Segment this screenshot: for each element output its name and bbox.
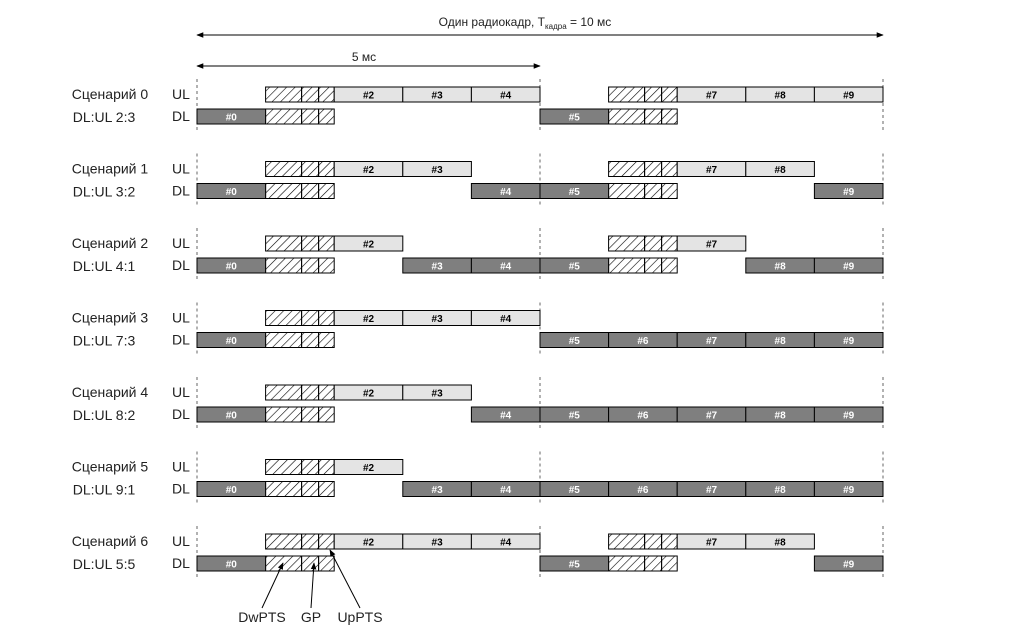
special-subframe-6-dl-dwpts bbox=[609, 109, 645, 124]
special-subframe-1-dl-uppts bbox=[319, 482, 335, 497]
special-subframe-1-ul-uppts bbox=[319, 236, 335, 251]
special-subframe-6-dl-uppts bbox=[662, 184, 678, 199]
special-subframe-1-dl-dwpts bbox=[266, 109, 302, 124]
ul-row-label: UL bbox=[172, 533, 190, 549]
special-subframe-1-ul-gp bbox=[302, 87, 319, 102]
dl-subframe-9-label: #9 bbox=[843, 485, 855, 496]
special-subframe-6-ul-dwpts bbox=[609, 162, 645, 177]
dl-subframe-7-label: #7 bbox=[705, 410, 718, 422]
ul-row-label: UL bbox=[172, 235, 190, 251]
scenario-row-1 bbox=[72, 154, 883, 205]
special-subframe-1-ul-dwpts bbox=[266, 385, 302, 400]
special-subframe-6-dl-dwpts bbox=[609, 258, 645, 273]
ul-subframe-2-label: #2 bbox=[362, 165, 375, 176]
scenario-ratio: DL:UL 7:3 bbox=[72, 332, 136, 349]
dl-subframe-5-label: #5 bbox=[568, 485, 580, 496]
ul-subframe-7-label: #7 bbox=[705, 90, 718, 102]
scenario-name: Сценарий 0 bbox=[71, 86, 149, 102]
scenario-name: Сценарий 3 bbox=[71, 309, 149, 326]
dl-subframe-5-label: #5 bbox=[568, 187, 580, 198]
scenario-name: Сценарий 2 bbox=[71, 235, 149, 251]
dl-subframe-4-label: #4 bbox=[500, 261, 512, 273]
scenario-name: Сценарий 4 bbox=[71, 384, 149, 400]
dl-subframe-3-label: #3 bbox=[431, 261, 443, 273]
scenario-row-2 bbox=[72, 228, 883, 279]
dl-subframe-8-label: #8 bbox=[774, 261, 786, 273]
ul-subframe-8-label: #8 bbox=[774, 537, 786, 549]
special-subframe-1-ul-dwpts bbox=[266, 534, 302, 549]
special-subframe-1-dl-gp bbox=[302, 407, 319, 422]
special-subframe-1-dl-uppts bbox=[319, 407, 335, 422]
dl-subframe-0-label: #0 bbox=[225, 410, 237, 422]
dl-subframe-0-label: #0 bbox=[225, 261, 237, 273]
special-subframe-1-ul-gp bbox=[302, 385, 319, 400]
special-subframe-6-dl-gp bbox=[645, 109, 662, 124]
special-subframe-1-ul-dwpts bbox=[266, 162, 302, 177]
ul-subframe-3-label: #3 bbox=[431, 314, 443, 325]
special-subframe-1-dl-dwpts bbox=[266, 258, 302, 273]
scenario-ratio: DL:UL 8:2 bbox=[72, 407, 136, 423]
scenario-ratio: DL:UL 5:5 bbox=[72, 556, 136, 572]
ul-row-label: UL bbox=[172, 309, 190, 326]
special-subframe-1-dl-uppts bbox=[319, 184, 335, 199]
special-subframe-1-ul-uppts bbox=[319, 460, 335, 475]
scenario-ratio: DL:UL 9:1 bbox=[72, 481, 136, 498]
ul-row-label: UL bbox=[172, 384, 190, 400]
dl-subframe-0-label: #0 bbox=[225, 112, 237, 124]
dl-subframe-4-label: #4 bbox=[500, 410, 512, 422]
special-subframe-6-ul-uppts bbox=[662, 236, 678, 251]
dl-subframe-6-label: #6 bbox=[637, 336, 649, 347]
scenario-row-6 bbox=[72, 526, 883, 577]
dl-subframe-8-label: #8 bbox=[774, 410, 786, 422]
dl-subframe-5-label: #5 bbox=[568, 336, 580, 347]
special-subframe-6-ul-dwpts bbox=[609, 236, 645, 251]
dl-row-label: DL bbox=[172, 406, 190, 422]
special-subframe-6-ul-uppts bbox=[662, 87, 678, 102]
gp-label: GP bbox=[300, 609, 322, 625]
special-subframe-1-ul-dwpts bbox=[266, 236, 302, 251]
ul-subframe-7-label: #7 bbox=[705, 239, 718, 251]
special-subframe-1-ul-dwpts bbox=[266, 460, 302, 475]
dl-subframe-3-label: #3 bbox=[431, 485, 443, 496]
ul-subframe-2-label: #2 bbox=[362, 388, 375, 400]
ul-subframe-4-label: #4 bbox=[500, 90, 512, 102]
dl-subframe-9-label: #9 bbox=[843, 187, 855, 198]
ul-subframe-2-label: #2 bbox=[362, 537, 375, 549]
ul-subframe-3-label: #3 bbox=[431, 165, 443, 176]
ul-subframe-3-label: #3 bbox=[431, 388, 443, 400]
dl-subframe-0-label: #0 bbox=[225, 485, 237, 496]
dl-subframe-0-label: #0 bbox=[225, 187, 237, 198]
ul-subframe-8-label: #8 bbox=[774, 90, 786, 102]
special-subframe-1-ul-dwpts bbox=[266, 87, 302, 102]
special-subframe-1-dl-gp bbox=[302, 109, 319, 124]
dl-row-label: DL bbox=[172, 555, 190, 571]
special-subframe-1-dl-uppts bbox=[319, 333, 335, 348]
dl-row-label: DL bbox=[172, 257, 190, 273]
special-subframe-6-ul-gp bbox=[645, 236, 662, 251]
special-subframe-1-dl-uppts bbox=[319, 556, 335, 571]
dl-subframe-5-label: #5 bbox=[568, 559, 580, 571]
special-subframe-6-ul-uppts bbox=[662, 162, 678, 177]
ul-subframe-7-label: #7 bbox=[705, 165, 718, 176]
special-subframe-6-dl-gp bbox=[645, 184, 662, 199]
ul-subframe-3-label: #3 bbox=[431, 90, 443, 102]
special-subframe-1-dl-uppts bbox=[319, 258, 335, 273]
dl-subframe-4-label: #4 bbox=[500, 485, 512, 496]
dl-subframe-9-label: #9 bbox=[843, 559, 855, 571]
special-subframe-6-ul-gp bbox=[645, 162, 662, 177]
dl-subframe-9-label: #9 bbox=[843, 261, 855, 273]
ul-subframe-9-label: #9 bbox=[843, 90, 855, 102]
ul-subframe-7-label: #7 bbox=[705, 537, 718, 549]
special-subframe-1-dl-gp bbox=[302, 482, 319, 497]
scenario-row-4 bbox=[72, 377, 883, 428]
special-subframe-6-dl-uppts bbox=[662, 258, 678, 273]
special-subframe-1-ul-gp bbox=[302, 311, 319, 326]
special-subframe-1-dl-gp bbox=[302, 333, 319, 348]
scenario-row-3 bbox=[72, 303, 883, 354]
special-subframe-6-dl-gp bbox=[645, 258, 662, 273]
special-subframe-1-ul-uppts bbox=[319, 385, 335, 400]
dl-row-label: DL bbox=[172, 182, 190, 199]
special-subframe-1-ul-gp bbox=[302, 534, 319, 549]
special-subframe-1-ul-gp bbox=[302, 162, 319, 177]
special-subframe-6-ul-gp bbox=[645, 534, 662, 549]
special-subframe-1-dl-gp bbox=[302, 184, 319, 199]
special-subframe-1-dl-uppts bbox=[319, 109, 335, 124]
scenario-name: Сценарий 5 bbox=[71, 458, 149, 475]
special-subframe-1-dl-dwpts bbox=[266, 407, 302, 422]
ul-subframe-8-label: #8 bbox=[774, 165, 786, 176]
ul-subframe-2-label: #2 bbox=[362, 90, 375, 102]
ul-row-label: UL bbox=[172, 86, 190, 102]
dl-subframe-9-label: #9 bbox=[843, 410, 855, 422]
ul-row-label: UL bbox=[172, 458, 190, 475]
special-subframe-6-ul-uppts bbox=[662, 534, 678, 549]
dl-subframe-0-label: #0 bbox=[225, 559, 237, 571]
dl-subframe-7-label: #7 bbox=[705, 485, 718, 496]
special-subframe-6-dl-gp bbox=[645, 556, 662, 571]
frame-title: Один радиокадр, $T_{кадра} = 10$ мс bbox=[438, 15, 612, 31]
scenario-name: Сценарий 1 bbox=[71, 160, 149, 177]
dl-row-label: DL bbox=[172, 108, 190, 124]
special-subframe-6-ul-dwpts bbox=[609, 87, 645, 102]
uppts-label: UpPTS bbox=[337, 609, 383, 625]
special-subframe-1-ul-uppts bbox=[319, 311, 335, 326]
dl-subframe-4-label: #4 bbox=[500, 187, 512, 198]
special-subframe-1-ul-gp bbox=[302, 236, 319, 251]
special-subframe-1-ul-dwpts bbox=[266, 311, 302, 326]
special-subframe-6-dl-uppts bbox=[662, 109, 678, 124]
dl-subframe-0-label: #0 bbox=[225, 336, 237, 347]
dwpts-label: DwPTS bbox=[238, 609, 286, 625]
special-subframe-1-dl-dwpts bbox=[266, 333, 302, 348]
ul-subframe-2-label: #2 bbox=[362, 463, 375, 474]
ul-subframe-4-label: #4 bbox=[500, 314, 512, 325]
special-subframe-1-ul-uppts bbox=[319, 87, 335, 102]
special-subframe-1-ul-gp bbox=[302, 460, 319, 475]
ul-subframe-4-label: #4 bbox=[500, 537, 512, 549]
dl-subframe-5-label: #5 bbox=[568, 261, 580, 273]
special-subframe-1-dl-dwpts bbox=[266, 184, 302, 199]
dl-subframe-6-label: #6 bbox=[637, 410, 649, 422]
special-subframe-1-dl-dwpts bbox=[266, 482, 302, 497]
special-subframe-1-ul-uppts bbox=[319, 162, 335, 177]
special-subframe-1-dl-gp bbox=[302, 556, 319, 571]
special-subframe-6-dl-dwpts bbox=[609, 184, 645, 199]
scenario-name: Сценарий 6 bbox=[71, 533, 149, 549]
special-subframe-6-ul-gp bbox=[645, 87, 662, 102]
ul-subframe-2-label: #2 bbox=[362, 239, 375, 251]
ul-subframe-2-label: #2 bbox=[362, 314, 375, 325]
dl-row-label: DL bbox=[172, 331, 190, 348]
special-subframe-1-ul-uppts bbox=[319, 534, 335, 549]
scenario-row-0 bbox=[72, 79, 883, 130]
scenario-row-5 bbox=[72, 452, 883, 503]
dl-row-label: DL bbox=[172, 480, 190, 497]
scenario-ratio: DL:UL 3:2 bbox=[72, 183, 136, 200]
dl-subframe-5-label: #5 bbox=[568, 112, 580, 124]
dl-subframe-8-label: #8 bbox=[774, 485, 786, 496]
uppts-pointer bbox=[330, 550, 360, 608]
half-frame-label: 5 мс bbox=[351, 50, 377, 64]
special-subframe-6-dl-dwpts bbox=[609, 556, 645, 571]
ul-row-label: UL bbox=[172, 160, 190, 177]
scenario-ratio: DL:UL 4:1 bbox=[72, 258, 136, 274]
special-subframe-6-ul-dwpts bbox=[609, 534, 645, 549]
special-subframe-1-dl-gp bbox=[302, 258, 319, 273]
special-subframe-6-dl-uppts bbox=[662, 556, 678, 571]
special-subframe-1-dl-dwpts bbox=[266, 556, 302, 571]
dl-subframe-8-label: #8 bbox=[774, 336, 786, 347]
dl-subframe-6-label: #6 bbox=[637, 485, 649, 496]
scenario-ratio: DL:UL 2:3 bbox=[72, 109, 136, 125]
dl-subframe-7-label: #7 bbox=[705, 336, 718, 347]
ul-subframe-3-label: #3 bbox=[431, 537, 443, 549]
dl-subframe-5-label: #5 bbox=[568, 410, 580, 422]
dl-subframe-9-label: #9 bbox=[843, 336, 855, 347]
